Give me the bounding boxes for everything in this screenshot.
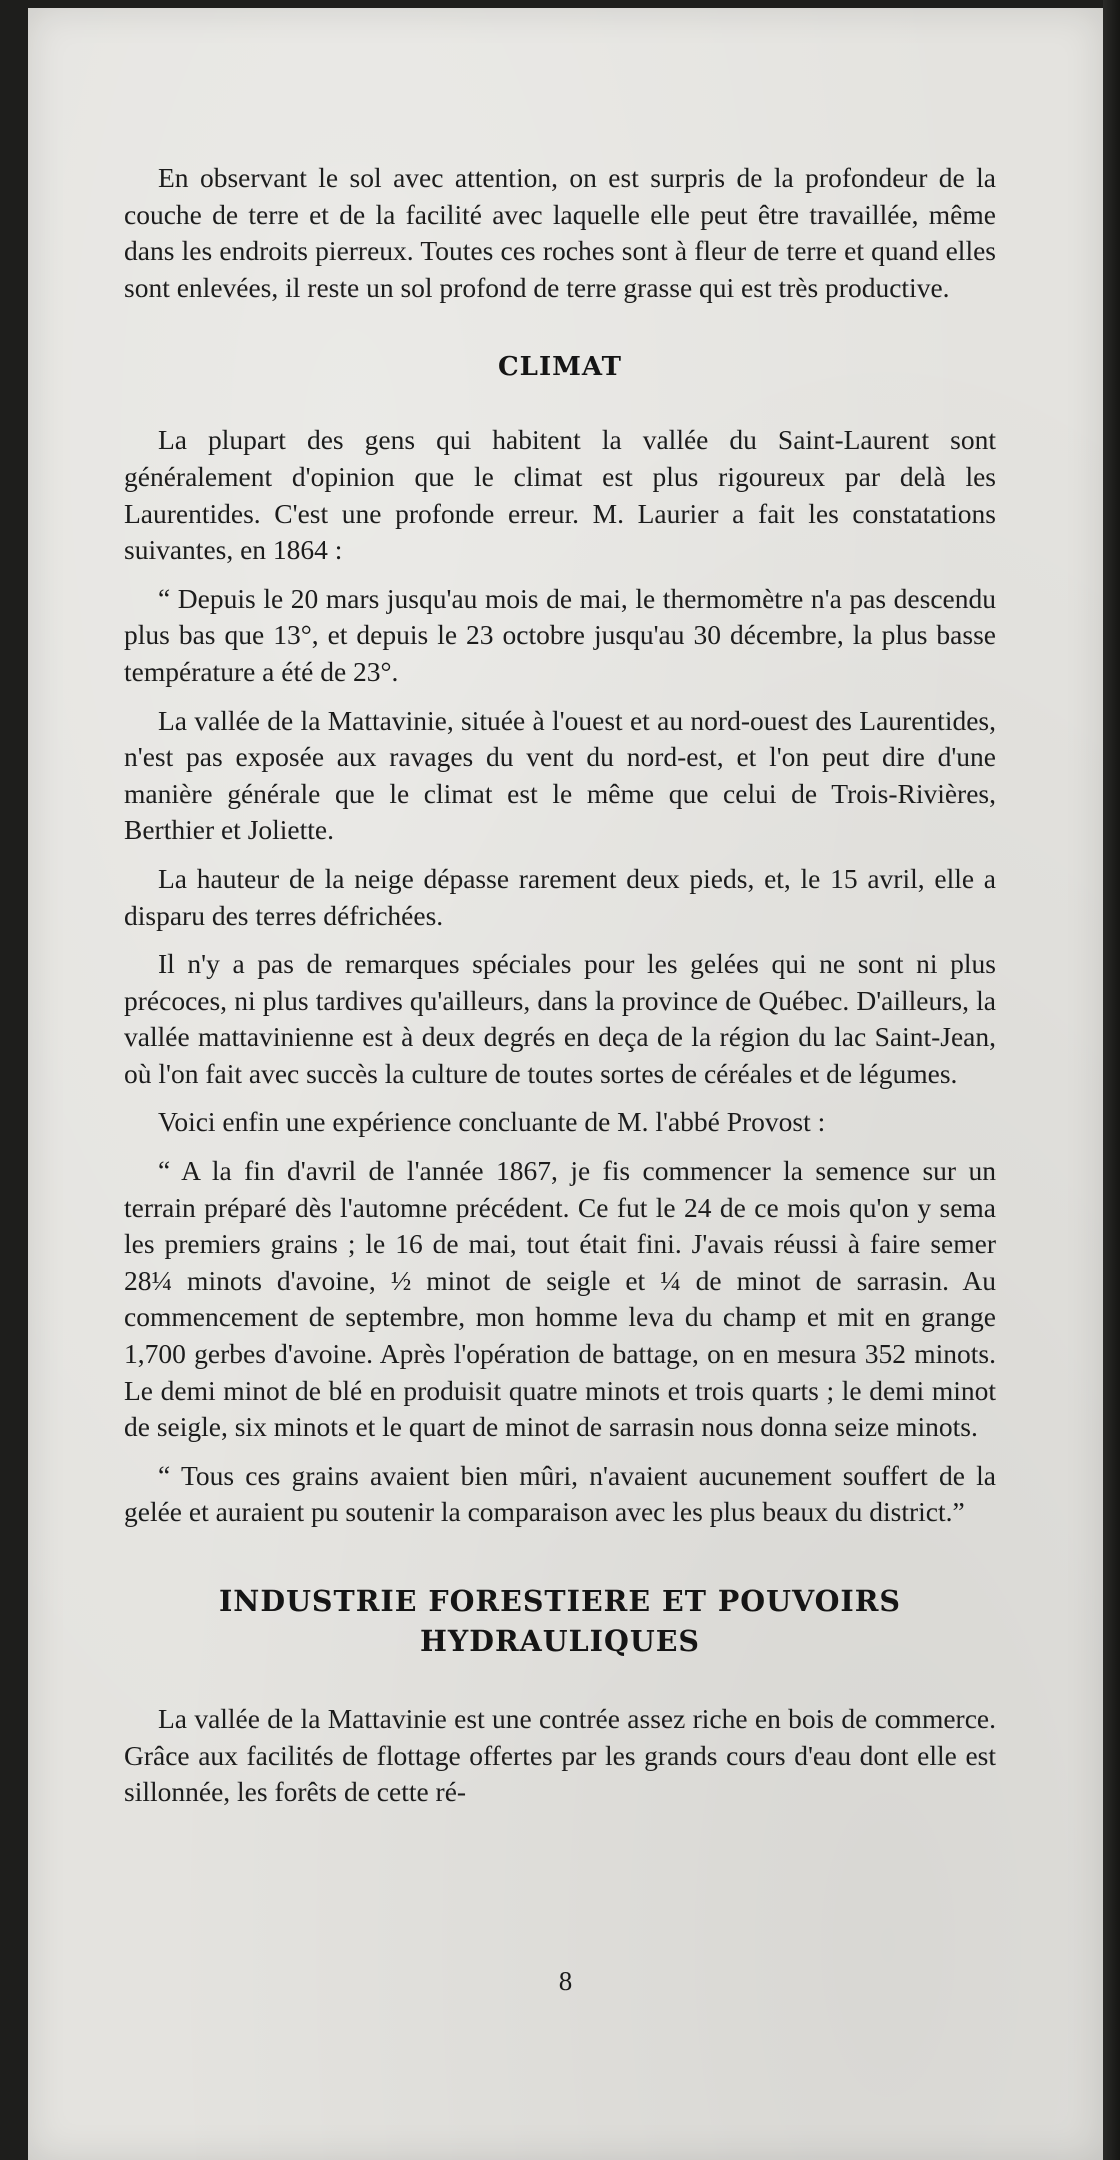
climat-paragraph-4: La hauteur de la neige dépasse rarement deux pieds, et, le 15 avril, elle a disparu des terres défrichées. xyxy=(124,862,996,931)
climat-paragraph-5: Il n'y a pas de remarques spéciales pour les gelées qui ne sont ni plus précoces, ni plus tardives qu'ailleurs, dans la province de Québec. D'ailleurs, la vallée mattavinienne est à deux degrés en deça de la région du lac Saint-Jean, où l'on fait avec succès la culture de toutes sortes de céréales et de légumes. xyxy=(124,948,996,1089)
heading-industrie-line-1: INDUSTRIE FORESTIERE ET POUVOIRS xyxy=(218,1584,902,1618)
page-body xyxy=(124,160,996,1823)
climat-paragraph-3: La vallée de la Mattavinie, située à l'ouest et au nord-ouest des Laurentides, n'est pas exposée aux ravages du vent du nord-est, et l'on peut dire d'une manière générale que le climat est le même que celui de Trois-Rivières, Berthier et Joliette. xyxy=(124,704,996,846)
section-heading-industrie xyxy=(124,1543,996,1701)
intro-paragraph: En observant le sol avec attention, on est surpris de la profondeur de la couche de terre et de la facilité avec laquelle elle peut être travaillée, même dans les endroits pierreux. Toutes ces roches sont à fleur de terre et quand elles sont enlevées, il reste un sol profond de terre grasse qui est très productive. xyxy=(124,162,996,303)
heading-industrie-line-2: HYDRAULIQUES xyxy=(420,1624,700,1658)
climat-paragraph-2: “ Depuis le 20 mars jusqu'au mois de mai, le thermomètre n'a pas descendu plus bas que 13°, et depuis le 23 octobre jusqu'au 30 décembre, la plus basse température a été de 23°. xyxy=(124,582,996,687)
section-heading-climat: CLIMAT xyxy=(497,352,622,383)
climat-paragraph-8: “ Tous ces grains avaient bien mûri, n'avaient aucunement souffert de la gelée et auraient pu soutenir la comparaison avec les plus beaux du district.” xyxy=(124,1459,996,1528)
climat-paragraph-6: Voici enfin une expérience concluante de M. l'abbé Provost : xyxy=(158,1106,826,1138)
page-number: 8 xyxy=(558,1966,573,1996)
climat-paragraph-7: “ A la fin d'avril de l'année 1867, je fis commencer la semence sur un terrain préparé dès l'automne précédent. Ce fut le 24 de ce mois qu'on y sema les premiers grains ; le 16 de mai, tout était fini. J'avais réussi à faire semer 28¼ minots d'avoine, ½ minot de seigle et ¼ de minot de sarrasin. Au commencement de septembre, mon homme leva du champ et mit en grange 1,700 gerbes d'avoine. Après l'opération de battage, on en mesura 352 minots. Le demi minot de blé en produisit quatre minots et trois quarts ; le demi minot de seigle, six minots et le quart de minot de sarrasin nous donna seize minots. xyxy=(124,1155,996,1443)
page-edge-shadow xyxy=(1103,0,1120,2160)
industrie-paragraph-1: La vallée de la Mattavinie est une contrée assez riche en bois de commerce. Grâce aux facilités de flottage offertes par les grands cours d'eau dont elle est sillonnée, les forêts de cette ré- xyxy=(124,1703,996,1808)
climat-paragraph-1: La plupart des gens qui habitent la vallée du Saint-Laurent sont généralement d'opinion que le climat est plus rigoureux par delà les Laurentides. C'est une profonde erreur. M. Laurier a fait les constatations suivantes, en 1864 : xyxy=(124,424,996,566)
scanned-page xyxy=(28,8,1103,2160)
